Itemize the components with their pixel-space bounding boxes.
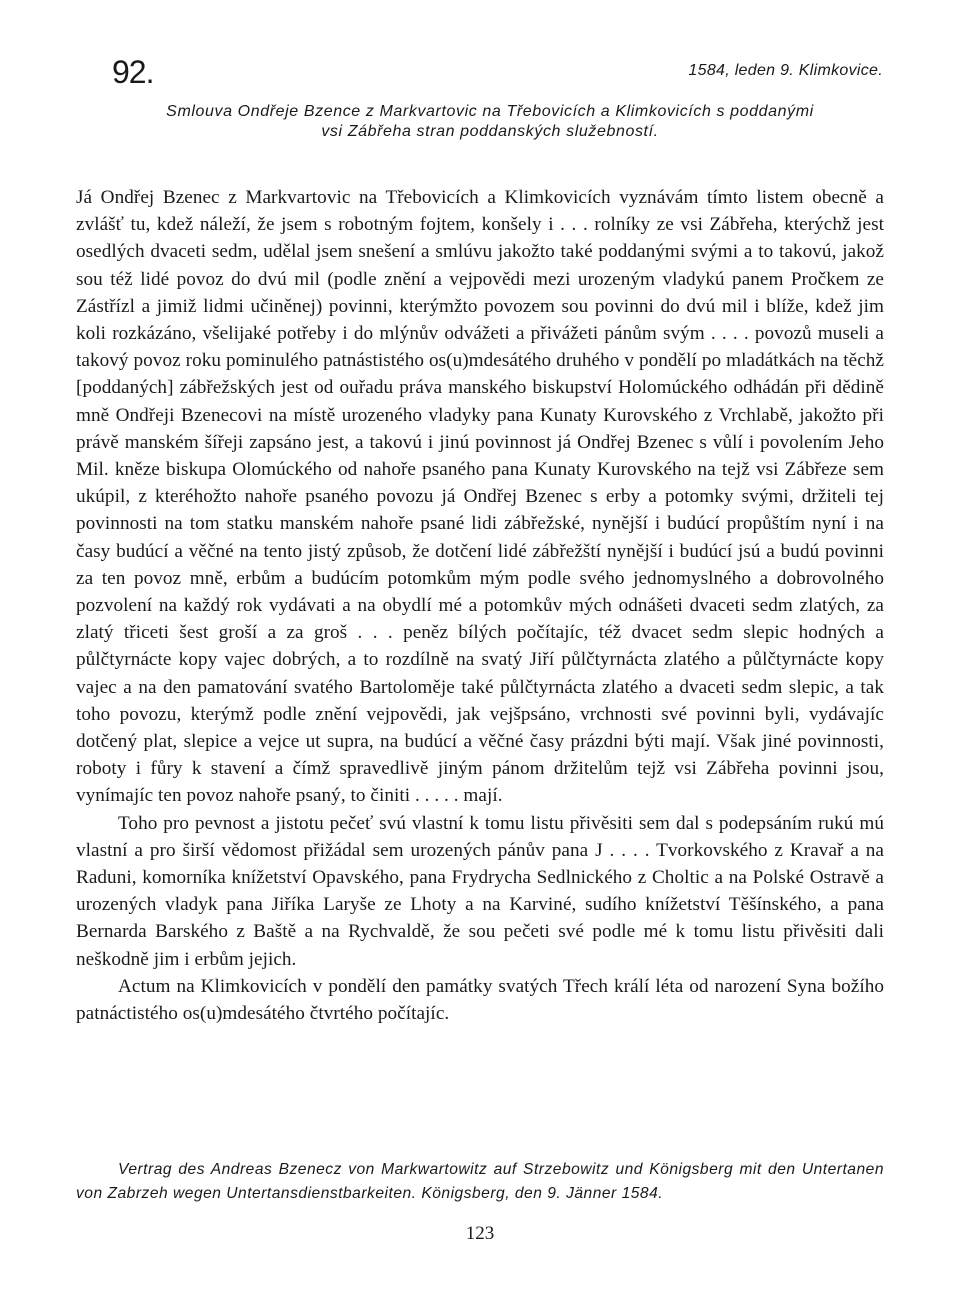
body-paragraph: Toho pro pevnost a jistotu pečeť svú vlastní k tomu listu přivěsiti sem dal s podepsáním rukú mú vlastní a pro širší vědomost přižádal sem urozených pánův pana J . . . . Tvorkovského z Kravař a na Raduni, komorníka knížetství Opavského, pana Frydrycha Sedlnického z Choltic a na Polské Ostravě a urozených vladyk pana Jiříka Laryše ze Lhoty a na Karviné, sudího knížetství Těšínského, a pana Bernarda Barského z Baště a na Rychvaldě, že sou pečeti své podle mé k tomu listu přivěsiti dali neškodně jim i erbům jejich.	[76, 812, 884, 970]
document-number: 92.	[112, 54, 154, 90]
document-body	[76, 184, 884, 1027]
page-number: 123	[465, 1223, 495, 1244]
document-date-place: 1584, leden 9. Klimkovice.	[688, 62, 883, 79]
body-paragraph: Actum na Klimkovicích v pondělí den památky svatých Třech králí léta od narození Syna božího patnáctistého os(u)mdesátého čtvrtého počítajíc.	[76, 975, 884, 1025]
body-paragraph: Já Ondřej Bzenec z Markvartovic na Třebovicích a Klimkovicích vyznávám tímto listem obecně a zvlášť tu, kdež náleží, že jsem s robotným fojtem, konšely i . . . rolníky ze vsi Zábřeha, kterýchž jest osedlých dvaceti sedm, udělal jsem snešení a smlúvu jakožto také poddanými svými a to takovú, jakož sou též lidé povoz do dvú mil (podle znění a vejpovědi mezi urozeným vladykú panem Pročkem ze Zástřízl a jimiž lidmi učiněnej) povinni, kterýmžto povozem sou povinni do dvú mil i blíže, kdež jim koli rozkázáno, všelijaké potřeby i do mlýnův odvážeti a přivážeti pánům svým . . . . povozů museli a takový povoz roku pominulého patnástistého os(u)mdesátého druhého v pondělí po mladátkách na těchž [poddaných] zábřežských jest od ouřadu práva manského biskupství Holomúckého odhádán při dědině mně Ondřeji Bzenecovi na místě urozeného vladyky pana Kunaty Kurovského z Vrchlabě, jakožto při právě manském šířeji zapsáno jest, a takovú i jinú povinnost já Ondřej Bzenec s vůlí i povolením Jeho Mil. kněze biskupa Olomúckého od nahoře psaného pana Kunaty Kurovského na tejž vsi Zábřeze sem ukúpil, z kteréhožto nahoře psaného povozu já Ondřej Bzenec s erby a potomky svými, držiteli tej povinnosti na tom statku manském nahoře psané lidi zábřežské, nynější i budúcí propůštím nyní i na časy budúcí a věčné na tento jistý způsob, že dotčení lidé zábřežští nynější i budúcí jsú a budú povinni za ten povoz mně, erbům a budúcím potomkům mým podle svého jednomyslného a dobrovolného pozvolení na každý rok vydávati a na obydlí mé a potomkův mých odnášeti dvaceti sedm zlatých, za zlatý třiceti šest groší a za groš . . . peněz bílých počítajíc, též dvacet sedm slepic hodných a půlčtyrnácte kopy vajec dobrých, a to rozdílně na svatý Jiří půlčtyrnácta zlatého a půlčtyrnácte kopy vajec a na den pamatování svatého Bartoloměje také půlčtyrnácta zlatého a dvaceti sedm slepic, a tak toho povozu, kterýmž podle znění vejpovědi, jak vejšpsáno, vrchnosti své povinni byli, vydávajíc dotčený plat, slepice a vejce ut supra, na budúcí a věčné časy prázdni býti mají. Však jiné povinnosti, roboty i fůry k stavení a čímž spravedlivě jiným pánom držitelům tejž vsi Zábřeha povinni jsou, vynímajíc ten povoz nahoře psaný, to činiti . . . . . mají.	[76, 187, 884, 807]
summary-text: Vertrag des Andreas Bzenecz von Markwartowitz auf Strzebowitz und Königsberg mit den Untertanen von Zabrzeh wegen Untertansdienstbarkeiten. Königsberg, den 9. Jänner 1584.	[76, 1161, 884, 1202]
german-summary	[76, 1158, 884, 1206]
document-title: Smlouva Ondřeje Bzence z Markvartovic na Třebovicích a Klimkovicích s poddanými vsi Zábřeha stran poddanských služebností.	[166, 103, 814, 140]
